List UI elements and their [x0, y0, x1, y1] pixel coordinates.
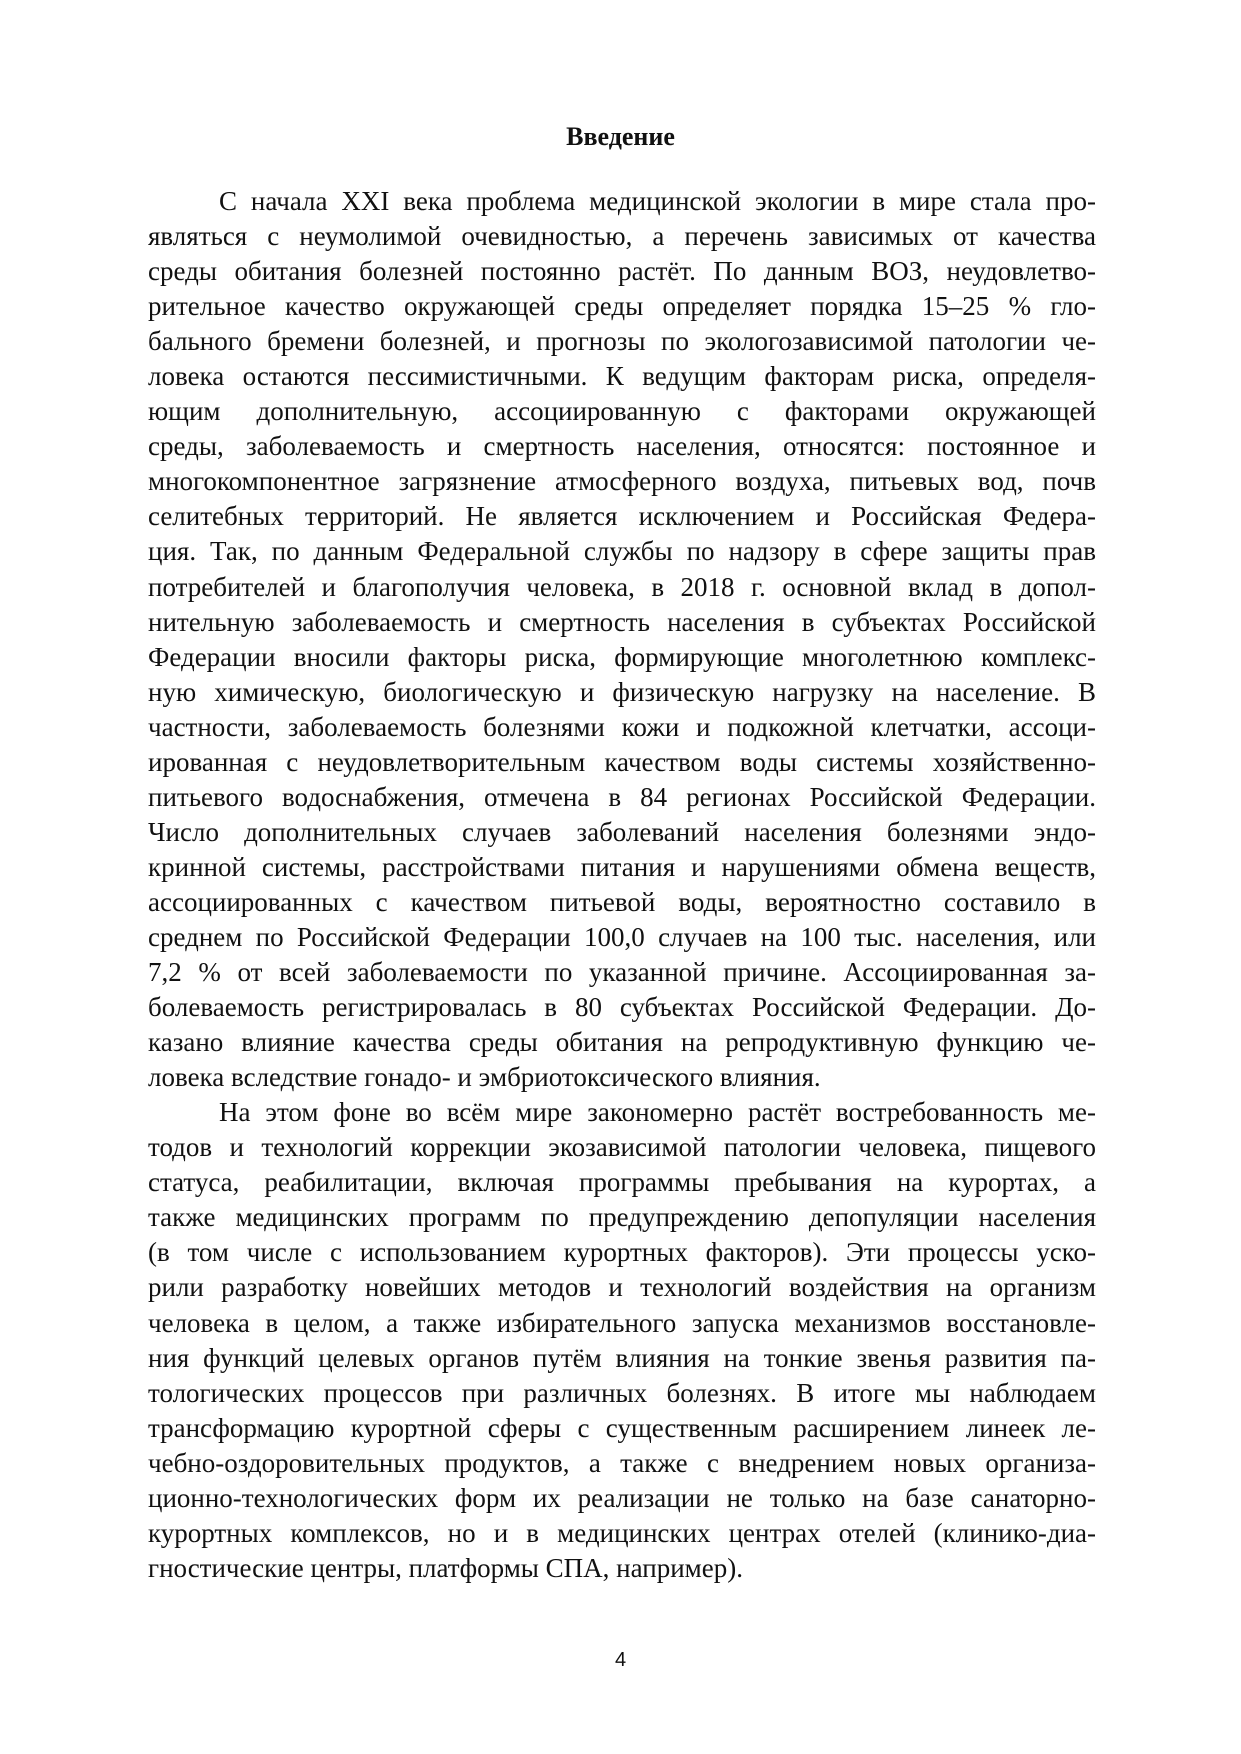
- text-line: казано влияние качества среды обитания на репродуктивную функцию че-: [148, 1027, 1096, 1058]
- text-line: статуса, реабилитации, включая программы пребывания на курортах, а: [148, 1167, 1096, 1198]
- text-line: ловека вследствие гонадо- и эмбриотоксического влияния.: [148, 1062, 821, 1093]
- text-line: человека в целом, а также избирательного запуска механизмов восстановле-: [148, 1307, 1096, 1338]
- text-line: ющим дополнительную, ассоциированную с факторами окружающей: [148, 396, 1096, 427]
- text-line: многокомпонентное загрязнение атмосферного воздуха, питьевых вод, почв: [148, 466, 1096, 497]
- text-line: ную химическую, биологическую и физическую нагрузку на население. В: [148, 676, 1096, 707]
- text-line: рительное качество окружающей среды определяет порядка 15–25 % гло-: [148, 291, 1096, 322]
- text-line: чебно-оздоровительных продуктов, а также с внедрением новых организа-: [148, 1447, 1096, 1478]
- text-line: Число дополнительных случаев заболеваний населения болезнями эндо-: [148, 816, 1096, 847]
- page-number: 4: [614, 1649, 627, 1671]
- section-heading: Введение: [566, 122, 675, 151]
- text-line: питьевого водоснабжения, отмечена в 84 регионах Российской Федерации.: [148, 781, 1096, 812]
- text-line: кринной системы, расстройствами питания и нарушениями обмена веществ,: [148, 851, 1096, 882]
- paragraph-1: [148, 184, 1096, 1095]
- text-line: являться с неумолимой очевидностью, а перечень зависимых от качества: [148, 221, 1096, 252]
- text-line: тологических процессов при различных болезнях. В итоге мы наблюдаем: [148, 1377, 1096, 1408]
- text-line: среды обитания болезней постоянно растёт. По данным ВОЗ, неудовлетво-: [148, 256, 1096, 287]
- text-line: 7,2 % от всей заболеваемости по указанной причине. Ассоциированная за-: [148, 957, 1096, 988]
- text-line: болеваемость регистрировалась в 80 субъектах Российской Федерации. До-: [148, 992, 1096, 1023]
- text-line: нительную заболеваемость и смертность населения в субъектах Российской: [148, 606, 1096, 637]
- text-line: тодов и технологий коррекции экозависимой патологии человека, пищевого: [148, 1132, 1096, 1163]
- text-line: ция. Так, по данным Федеральной службы по надзору в сфере защиты прав: [148, 536, 1096, 567]
- paragraph-2: [148, 1095, 1096, 1586]
- text-line: среды, заболеваемость и смертность населения, относятся: постоянное и: [148, 431, 1096, 462]
- text-line: также медицинских программ по предупреждению депопуляции населения: [148, 1202, 1096, 1233]
- text-line: На этом фоне во всём мире закономерно растёт востребованность ме-: [219, 1097, 1096, 1128]
- text-line: бального бремени болезней, и прогнозы по экологозависимой патологии че-: [148, 326, 1096, 357]
- text-line: ированная с неудовлетворительным качеством воды системы хозяйственно-: [148, 746, 1096, 777]
- body-text: [148, 184, 1096, 1586]
- text-line: частности, заболеваемость болезнями кожи и подкожной клетчатки, ассоци-: [148, 711, 1096, 742]
- text-line: ния функций целевых органов путём влияния на тонкие звенья развития па-: [148, 1342, 1096, 1373]
- text-line: среднем по Российской Федерации 100,0 случаев на 100 тыс. населения, или: [148, 921, 1096, 952]
- text-line: ловека остаются пессимистичными. К ведущим факторам риска, определя-: [148, 361, 1096, 392]
- text-line: ционно-технологических форм их реализации не только на базе санаторно-: [148, 1482, 1096, 1513]
- text-line: Федерации вносили факторы риска, формирующие многолетнюю комплекс-: [148, 641, 1096, 672]
- text-line: курортных комплексов, но и в медицинских центрах отелей (клинико-диа-: [148, 1517, 1096, 1548]
- text-line: рили разработку новейших методов и технологий воздействия на организм: [148, 1272, 1096, 1303]
- text-line: С начала XXI века проблема медицинской экологии в мире стала про-: [219, 186, 1096, 216]
- text-line: гностические центры, платформы СПА, например).: [148, 1552, 743, 1583]
- text-line: (в том числе с использованием курортных факторов). Эти процессы уско-: [148, 1237, 1096, 1268]
- text-line: потребителей и благополучия человека, в 2018 г. основной вклад в допол-: [148, 571, 1096, 602]
- text-line: ассоциированных с качеством питьевой воды, вероятностно составило в: [148, 886, 1096, 917]
- text-line: трансформацию курортной сферы с существенным расширением линеек ле-: [148, 1412, 1096, 1443]
- text-line: селитебных территорий. Не является исключением и Российская Федера-: [148, 501, 1096, 532]
